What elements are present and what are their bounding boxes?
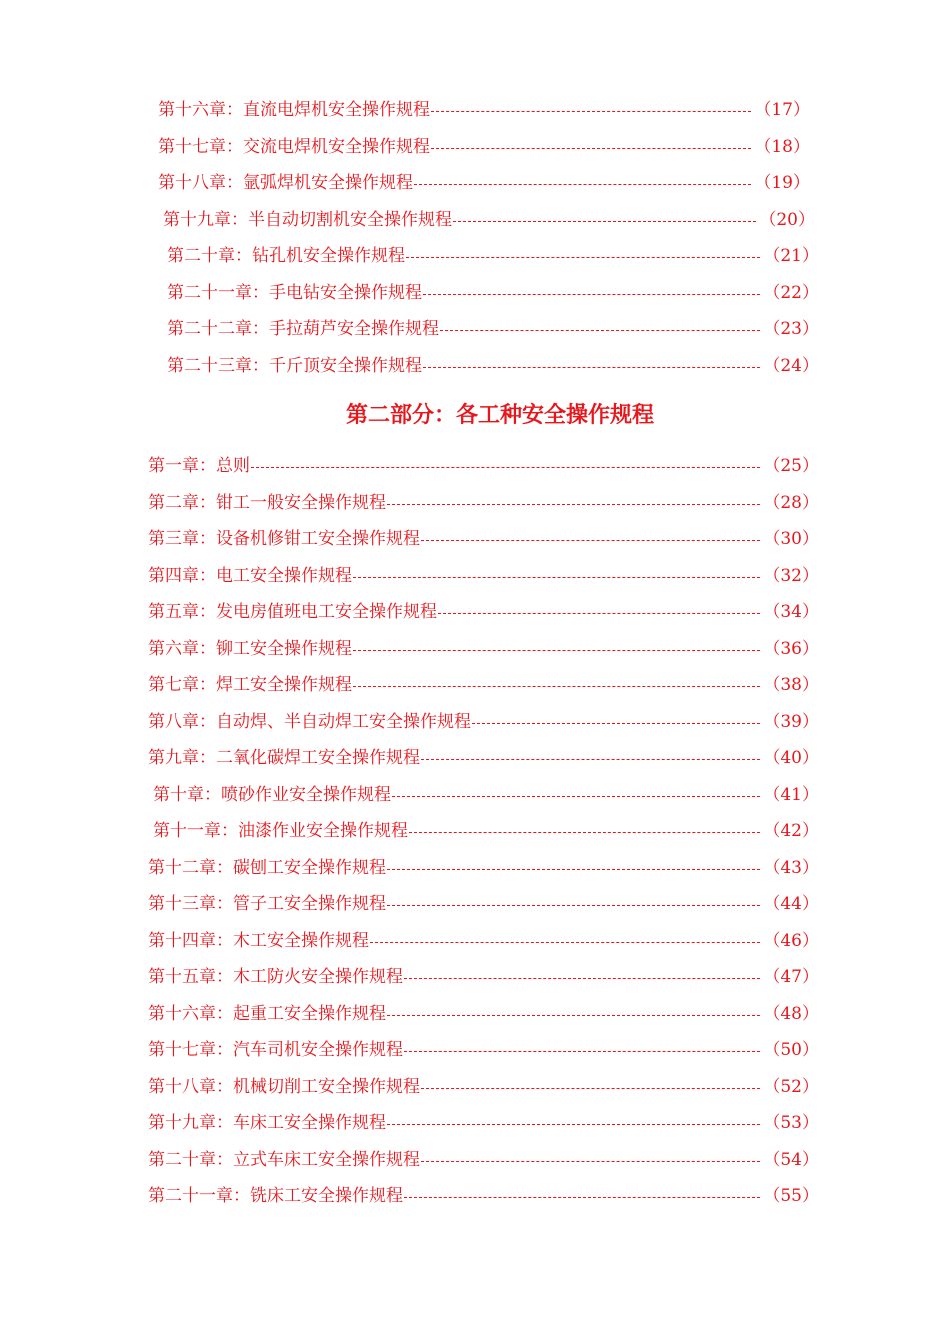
- toc-entry-page: （32）: [763, 566, 819, 586]
- toc-leader: [423, 366, 760, 368]
- toc-entry[interactable]: [148, 856, 819, 880]
- toc-entry[interactable]: [148, 1184, 819, 1208]
- toc-leader: [392, 795, 760, 797]
- toc-entry[interactable]: [148, 1002, 819, 1026]
- toc-entry[interactable]: [167, 281, 819, 305]
- toc-entry-title: 第六章：铆工安全操作规程: [148, 639, 352, 659]
- toc-entry[interactable]: [158, 171, 810, 195]
- toc-entry-page: （53）: [763, 1113, 819, 1133]
- toc-entry-page: （18）: [754, 137, 810, 157]
- toc-leader: [421, 539, 760, 541]
- toc-leader: [472, 722, 760, 724]
- toc-entry-title: 第十八章：机械切削工安全操作规程: [148, 1077, 420, 1097]
- toc-entry-page: （34）: [763, 602, 819, 622]
- toc-entry[interactable]: [148, 673, 819, 697]
- toc-entry[interactable]: [148, 1111, 819, 1135]
- toc-entry-page: （47）: [763, 967, 819, 987]
- toc-leader: [409, 831, 760, 833]
- toc-entry[interactable]: [158, 98, 810, 122]
- toc-entry-page: （54）: [763, 1150, 819, 1170]
- toc-leader: [404, 1196, 760, 1198]
- toc-entry-title: 第二章：钳工一般安全操作规程: [148, 493, 386, 513]
- toc-entry-page: （25）: [763, 456, 819, 476]
- toc-entry[interactable]: [148, 491, 819, 515]
- toc-entry-page: （44）: [763, 894, 819, 914]
- toc-leader: [421, 1087, 760, 1089]
- toc-entry[interactable]: [148, 1075, 819, 1099]
- toc-leader: [421, 1160, 760, 1162]
- toc-entry-title: 第十九章：车床工安全操作规程: [148, 1113, 386, 1133]
- toc-leader: [387, 1014, 760, 1016]
- toc-entry-title: 第十章：喷砂作业安全操作规程: [153, 785, 391, 805]
- toc-entry-page: （19）: [754, 173, 810, 193]
- toc-entry[interactable]: [148, 710, 819, 734]
- toc-entry[interactable]: [153, 783, 819, 807]
- toc-entry-page: （30）: [763, 529, 819, 549]
- toc-entry-title: 第三章：设备机修钳工安全操作规程: [148, 529, 420, 549]
- toc-entry-title: 第一章：总则: [148, 456, 250, 476]
- toc-entry[interactable]: [167, 354, 819, 378]
- toc-entry-page: （17）: [754, 100, 810, 120]
- toc-leader: [453, 220, 756, 222]
- toc-leader: [404, 1050, 760, 1052]
- toc-entry[interactable]: [158, 135, 810, 159]
- toc-leader: [387, 1123, 760, 1125]
- toc-entry[interactable]: [153, 819, 819, 843]
- toc-entry-title: 第十三章：管子工安全操作规程: [148, 894, 386, 914]
- toc-leader: [387, 868, 760, 870]
- toc-entry-page: （52）: [763, 1077, 819, 1097]
- toc-entry-page: （46）: [763, 931, 819, 951]
- toc-entry[interactable]: [167, 244, 819, 268]
- toc-entry-title: 第四章：电工安全操作规程: [148, 566, 352, 586]
- toc-entry[interactable]: [148, 746, 819, 770]
- section-heading: 第二部分：各工种安全操作规程: [345, 403, 654, 428]
- toc-entry-page: （23）: [763, 319, 819, 339]
- toc-entry-page: （28）: [763, 493, 819, 513]
- toc-entry-title: 第二十一章：手电钻安全操作规程: [167, 283, 422, 303]
- toc-entry[interactable]: [148, 965, 819, 989]
- toc-leader: [404, 977, 760, 979]
- toc-leader: [387, 904, 760, 906]
- toc-entry[interactable]: [167, 317, 819, 341]
- toc-entry-title: 第十一章：油漆作业安全操作规程: [153, 821, 408, 841]
- toc-entry-title: 第五章：发电房值班电工安全操作规程: [148, 602, 437, 622]
- toc-entry[interactable]: [148, 454, 819, 478]
- toc-entry[interactable]: [148, 1148, 819, 1172]
- toc-leader: [414, 183, 751, 185]
- toc-entry-title: 第八章：自动焊、半自动焊工安全操作规程: [148, 712, 471, 732]
- toc-entry-title: 第十二章：碳刨工安全操作规程: [148, 858, 386, 878]
- toc-entry-title: 第十五章：木工防火安全操作规程: [148, 967, 403, 987]
- toc-entry-title: 第九章：二氧化碳焊工安全操作规程: [148, 748, 420, 768]
- toc-entry-title: 第十六章：直流电焊机安全操作规程: [158, 100, 430, 120]
- toc-entry[interactable]: [148, 892, 819, 916]
- toc-entry-title: 第十七章：汽车司机安全操作规程: [148, 1040, 403, 1060]
- toc-entry-title: 第十六章：起重工安全操作规程: [148, 1004, 386, 1024]
- toc-entry[interactable]: [148, 527, 819, 551]
- toc-entry-title: 第二十三章：千斤顶安全操作规程: [167, 356, 422, 376]
- toc-entry-page: （48）: [763, 1004, 819, 1024]
- toc-entry[interactable]: [148, 637, 819, 661]
- toc-entry-title: 第十七章：交流电焊机安全操作规程: [158, 137, 430, 157]
- toc-leader: [251, 466, 760, 468]
- toc-entry-title: 第二十章：立式车床工安全操作规程: [148, 1150, 420, 1170]
- toc-leader: [431, 147, 751, 149]
- toc-leader: [438, 612, 760, 614]
- toc-entry-title: 第二十一章：铣床工安全操作规程: [148, 1186, 403, 1206]
- toc-entry-title: 第七章：焊工安全操作规程: [148, 675, 352, 695]
- toc-entry[interactable]: [163, 208, 815, 232]
- toc-entry-page: （36）: [763, 639, 819, 659]
- toc-entry-page: （55）: [763, 1186, 819, 1206]
- toc-leader: [353, 576, 760, 578]
- toc-entry[interactable]: [148, 600, 819, 624]
- toc-leader: [406, 256, 760, 258]
- toc-entry-page: （40）: [763, 748, 819, 768]
- toc-entry-page: （43）: [763, 858, 819, 878]
- toc-entry-page: （41）: [763, 785, 819, 805]
- toc-entry-page: （20）: [759, 210, 815, 230]
- toc-leader: [353, 685, 760, 687]
- toc-leader: [423, 293, 760, 295]
- toc-entry[interactable]: [148, 1038, 819, 1062]
- toc-entry-title: 第十九章：半自动切割机安全操作规程: [163, 210, 452, 230]
- toc-leader: [431, 110, 751, 112]
- toc-entry-title: 第十八章：氩弧焊机安全操作规程: [158, 173, 413, 193]
- toc-leader: [370, 941, 760, 943]
- toc-leader: [353, 649, 760, 651]
- toc-entry-title: 第十四章：木工安全操作规程: [148, 931, 369, 951]
- toc-entry[interactable]: [148, 929, 819, 953]
- toc-entry-page: （50）: [763, 1040, 819, 1060]
- toc-leader: [387, 503, 760, 505]
- toc-entry-page: （24）: [763, 356, 819, 376]
- toc-entry[interactable]: [148, 564, 819, 588]
- toc-entry-title: 第二十二章：手拉葫芦安全操作规程: [167, 319, 439, 339]
- toc-entry-page: （39）: [763, 712, 819, 732]
- toc-entry-page: （42）: [763, 821, 819, 841]
- toc-entry-title: 第二十章：钻孔机安全操作规程: [167, 246, 405, 266]
- toc-entry-page: （22）: [763, 283, 819, 303]
- toc-leader: [421, 758, 760, 760]
- toc-entry-page: （21）: [763, 246, 819, 266]
- toc-entry-page: （38）: [763, 675, 819, 695]
- toc-leader: [440, 329, 760, 331]
